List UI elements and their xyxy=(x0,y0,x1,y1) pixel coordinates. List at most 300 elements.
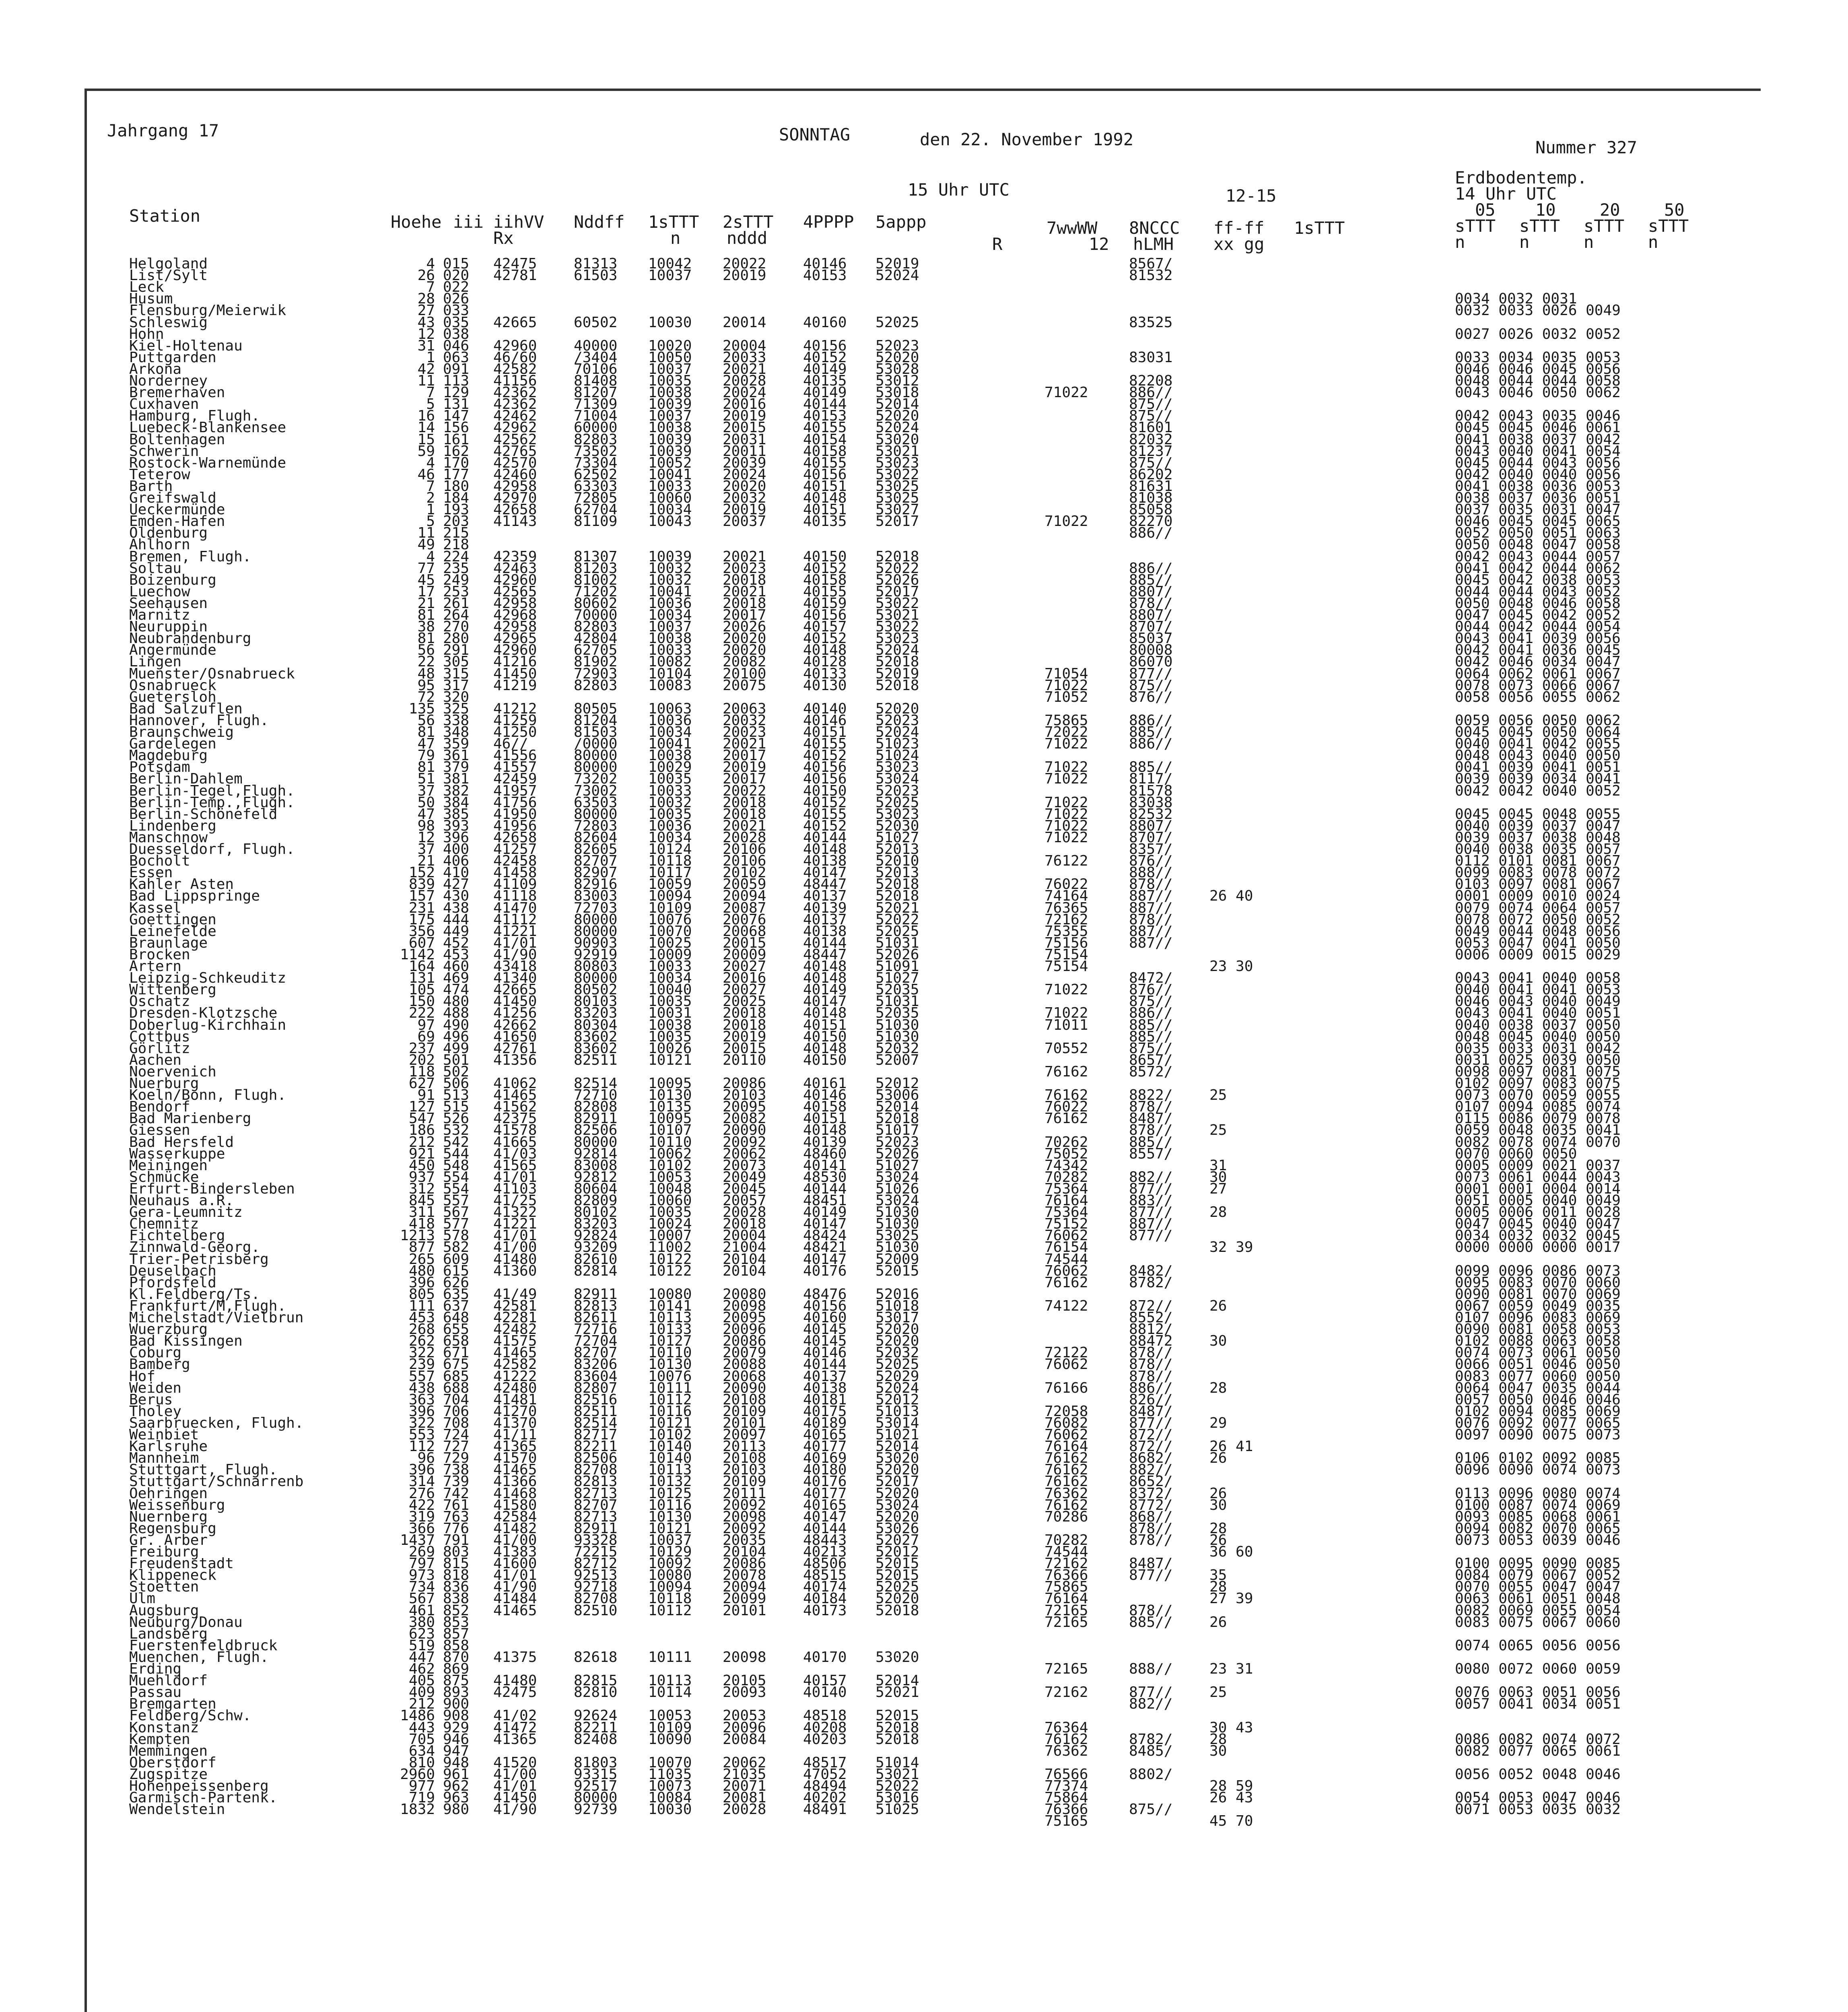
col-iii: iii xyxy=(453,212,484,232)
wwww-cell: 76162 xyxy=(1045,1450,1088,1467)
iihvv-cell: 42582 xyxy=(493,1356,537,1373)
nddff-cell: 70106 xyxy=(574,361,618,377)
sttt2-cell: 20062 xyxy=(723,1754,766,1771)
nddff-cell: 72805 xyxy=(574,490,618,506)
sttt1-cell: 10037 xyxy=(648,361,692,377)
sttt1-cell: 10076 xyxy=(648,911,692,928)
pppp-cell: 40156 xyxy=(803,607,847,623)
iihvv-cell: 41143 xyxy=(493,513,537,530)
appp-cell: 51030 xyxy=(876,1204,919,1221)
station-name-cell: Bremgarten xyxy=(129,1696,216,1713)
iihvv-cell: 41322 xyxy=(493,1204,537,1221)
station-id-cell: 170 xyxy=(443,454,470,471)
station-name-cell: Puttgarden xyxy=(129,349,216,366)
height-cell: 111 xyxy=(408,1297,435,1314)
appp-cell: 51021 xyxy=(876,1427,919,1443)
sttt1-cell: 10035 xyxy=(648,771,692,787)
station-name-cell: Wuerzburg xyxy=(129,1321,208,1338)
station-name-cell: Norderney xyxy=(129,373,208,389)
wwww-cell: 76365 xyxy=(1045,899,1088,916)
nccc-cell: 886// xyxy=(1129,525,1173,542)
appp-cell: 51026 xyxy=(876,1180,919,1197)
wwww-cell: 72165 xyxy=(1045,1614,1088,1631)
soil-temp-time: 14 Uhr UTC xyxy=(1455,184,1557,204)
pppp-cell: 40156 xyxy=(803,466,847,483)
station-name-cell: Mannheim xyxy=(129,1450,199,1467)
sttt1-cell: 10024 xyxy=(648,1216,692,1233)
sttt2-cell: 20068 xyxy=(723,1368,766,1385)
sttt2-cell: 20018 xyxy=(723,794,766,811)
nccc-cell: 8557/ xyxy=(1129,1145,1173,1162)
soil-temps-cell: 0076 0063 0051 0056 xyxy=(1455,1684,1621,1701)
soil-temps-cell: 0052 0050 0051 0063 xyxy=(1455,525,1621,542)
nccc-cell: 8822/ xyxy=(1129,1087,1173,1104)
station-name-cell: Weinbiet xyxy=(129,1427,199,1443)
nddff-cell: 82916 xyxy=(574,876,618,893)
iihvv-cell: 42665 xyxy=(493,314,537,331)
nccc-cell: 872// xyxy=(1129,1297,1173,1314)
height-cell: 977 xyxy=(408,1778,435,1794)
station-id-cell: 338 xyxy=(443,712,470,729)
wwww-cell: 71022 xyxy=(1045,677,1088,694)
station-id-cell: 490 xyxy=(443,1016,470,1033)
height-cell: 396 xyxy=(408,1403,435,1420)
iihvv-cell: 41270 xyxy=(493,1403,537,1420)
sttt1-cell: 10042 xyxy=(648,256,692,272)
iihvv-cell: 42960 xyxy=(493,337,537,354)
sttt2-cell: 20098 xyxy=(723,1508,766,1525)
station-id-cell: 488 xyxy=(443,1005,470,1022)
appp-cell: 52024 xyxy=(876,724,919,740)
station-name-cell: Koeln/Bonn, Flugh. xyxy=(129,1087,286,1104)
height-cell: 45 xyxy=(417,571,435,588)
nddff-cell: 80000 xyxy=(574,1789,618,1806)
sttt2-cell: 20018 xyxy=(723,571,766,588)
sttt2-cell: 20032 xyxy=(723,490,766,506)
height-cell: 937 xyxy=(408,1169,435,1185)
sttt1-cell: 10121 xyxy=(648,1051,692,1068)
soil-temps-cell: 0067 0059 0049 0035 xyxy=(1455,1297,1621,1314)
nccc-cell: 875// xyxy=(1129,396,1173,413)
nddff-cell: 92919 xyxy=(574,946,618,963)
nddff-cell: 82911 xyxy=(574,1286,618,1303)
soil-temps-cell: 0083 0077 0060 0050 xyxy=(1455,1368,1621,1385)
station-name-cell: Giessen xyxy=(129,1122,190,1139)
iihvv-cell: 42475 xyxy=(493,256,537,272)
soil-temps-cell: 0066 0051 0046 0050 xyxy=(1455,1356,1621,1373)
nddff-cell: 92824 xyxy=(574,1227,618,1244)
sttt2-cell: 20106 xyxy=(723,853,766,870)
appp-cell: 53022 xyxy=(876,595,919,612)
sttt1-cell: 10082 xyxy=(648,653,692,670)
appp-cell: 52020 xyxy=(876,700,919,717)
iihvv-cell: 42962 xyxy=(493,419,537,436)
height-cell: 363 xyxy=(408,1391,435,1408)
sttt2-cell: 20023 xyxy=(723,724,766,740)
station-name-cell: Oschatz xyxy=(129,993,190,1010)
appp-cell: 52024 xyxy=(876,267,919,284)
height-cell: 202 xyxy=(408,1051,435,1068)
sttt2-cell: 20015 xyxy=(723,419,766,436)
iihvv-cell: 41562 xyxy=(493,1099,537,1115)
appp-cell: 53022 xyxy=(876,466,919,483)
soil-temps-cell: 0042 0042 0040 0052 xyxy=(1455,782,1621,799)
height-cell: 69 xyxy=(417,1028,435,1045)
station-name-cell: Luechow xyxy=(129,583,190,600)
sttt2-cell: 20024 xyxy=(723,384,766,401)
appp-cell: 52015 xyxy=(876,1262,919,1279)
col-hlmh: hLMH xyxy=(1133,234,1174,254)
height-cell: 11 xyxy=(417,373,435,389)
nccc-cell: 8802/ xyxy=(1129,1766,1173,1783)
nddff-cell: 83604 xyxy=(574,1368,618,1385)
sttt1-cell: 10102 xyxy=(648,1427,692,1443)
height-cell: 418 xyxy=(408,1216,435,1233)
sttt2-cell: 20075 xyxy=(723,677,766,694)
appp-cell: 52030 xyxy=(876,817,919,834)
sttt1-cell: 10102 xyxy=(648,1157,692,1174)
sttt2-cell: 20025 xyxy=(723,993,766,1010)
station-name-cell: Teterow xyxy=(129,466,190,483)
iihvv-cell: 46// xyxy=(493,736,528,752)
sttt2-cell: 20016 xyxy=(723,970,766,987)
nddff-cell: 72716 xyxy=(574,1321,618,1338)
nccc-cell: 8472/ xyxy=(1129,970,1173,987)
soil-temps-cell: 0107 0094 0085 0074 xyxy=(1455,1099,1621,1115)
col-sttt1-n: n xyxy=(670,228,681,248)
nccc-cell: 882// xyxy=(1129,1696,1173,1713)
sttt1-cell: 10095 xyxy=(648,1075,692,1092)
wwww-cell: 71022 xyxy=(1045,1005,1088,1022)
sttt2-cell: 20016 xyxy=(723,396,766,413)
pppp-cell: 48460 xyxy=(803,1145,847,1162)
station-id-cell: 020 xyxy=(443,267,470,284)
nccc-cell: 886// xyxy=(1129,384,1173,401)
sttt1-cell: 10117 xyxy=(648,864,692,881)
sttt2-cell: 20103 xyxy=(723,1087,766,1104)
iihvv-cell: 41570 xyxy=(493,1450,537,1467)
station-name-cell: Passau xyxy=(129,1684,182,1701)
sttt2-cell: 20015 xyxy=(723,1040,766,1057)
pppp-cell: 40159 xyxy=(803,595,847,612)
soil-sub-50: n xyxy=(1648,232,1658,252)
nccc-cell: 8657/ xyxy=(1129,1051,1173,1068)
sttt2-cell: 20009 xyxy=(723,946,766,963)
pppp-cell: 40151 xyxy=(803,1110,847,1127)
station-name-cell: Zugspitze xyxy=(129,1766,208,1783)
station-name-cell: Erfurt-Bindersleben xyxy=(129,1180,295,1197)
soil-temps-cell: 0041 0038 0037 0042 xyxy=(1455,431,1621,448)
height-cell: 12 xyxy=(417,829,435,846)
station-name-cell: Görlitz xyxy=(129,1040,190,1057)
appp-cell: 52007 xyxy=(876,1051,919,1068)
station-id-cell: 946 xyxy=(443,1731,470,1748)
wwww-cell: 77374 xyxy=(1045,1778,1088,1794)
sttt1-cell: 10029 xyxy=(648,759,692,776)
pppp-cell: 48506 xyxy=(803,1555,847,1572)
wwww-cell: 76022 xyxy=(1045,876,1088,893)
iihvv-cell: 41/01 xyxy=(493,1567,537,1584)
nddff-cell: 81902 xyxy=(574,653,618,670)
pppp-cell: 40146 xyxy=(803,256,847,272)
sttt1-cell: 10111 xyxy=(648,1379,692,1396)
wwww-cell: 71022 xyxy=(1045,806,1088,823)
appp-cell: 52020 xyxy=(876,408,919,425)
nccc-cell: 878// xyxy=(1129,1602,1173,1619)
station-id-cell: 359 xyxy=(443,736,470,752)
sttt1-cell: 10034 xyxy=(648,724,692,740)
pppp-cell: 40153 xyxy=(803,267,847,284)
station-id-cell: 291 xyxy=(443,642,470,659)
soil-temps-cell: 0059 0056 0050 0062 xyxy=(1455,712,1621,729)
station-id-cell: 499 xyxy=(443,1040,470,1057)
nddff-cell: 80102 xyxy=(574,1204,618,1221)
nccc-cell: 8487/ xyxy=(1129,1403,1173,1420)
iihvv-cell: 41470 xyxy=(493,899,537,916)
nddff-cell: 72215 xyxy=(574,1544,618,1560)
pppp-cell: 40147 xyxy=(803,1216,847,1233)
height-cell: 12 xyxy=(417,326,435,342)
sttt1-cell: 10007 xyxy=(648,1227,692,1244)
nccc-cell: 875// xyxy=(1129,1040,1173,1057)
soil-temps-cell: 0080 0072 0060 0059 xyxy=(1455,1661,1621,1677)
nccc-cell: 83038 xyxy=(1129,794,1173,811)
iihvv-cell: 41458 xyxy=(493,864,537,881)
pppp-cell: 40148 xyxy=(803,958,847,975)
nccc-cell: 8807/ xyxy=(1129,817,1173,834)
station-name-cell: Ahlhorn xyxy=(129,536,190,553)
col-r12: 12 xyxy=(1089,234,1109,254)
appp-cell: 53026 xyxy=(876,1520,919,1537)
station-name-cell: Noervenich xyxy=(129,1063,216,1080)
nccc-cell: 885// xyxy=(1129,724,1173,740)
station-id-cell: 261 xyxy=(443,595,470,612)
appp-cell: 52017 xyxy=(876,1473,919,1490)
sttt2-cell: 20011 xyxy=(723,443,766,460)
pppp-cell: 40148 xyxy=(803,1005,847,1022)
sttt2-cell: 20079 xyxy=(723,1344,766,1361)
sttt2-cell: 20092 xyxy=(723,1134,766,1150)
station-id-cell: 046 xyxy=(443,337,470,354)
table-row xyxy=(87,384,1757,401)
sttt1-cell: 10038 xyxy=(648,1016,692,1033)
sttt1-cell: 10059 xyxy=(648,876,692,893)
station-id-cell: 430 xyxy=(443,888,470,905)
nddff-cell: 71309 xyxy=(574,396,618,413)
pppp-cell: 40145 xyxy=(803,1333,847,1350)
appp-cell: 53023 xyxy=(876,806,919,823)
soil-temps-cell: 0040 0038 0037 0050 xyxy=(1455,1016,1621,1033)
nddff-cell: 83008 xyxy=(574,1157,618,1174)
nddff-cell: 40000 xyxy=(574,337,618,354)
nddff-cell: 81204 xyxy=(574,712,618,729)
pppp-cell: 40141 xyxy=(803,1157,847,1174)
soil-depth-20: 20 xyxy=(1600,200,1620,220)
nccc-cell: 81601 xyxy=(1129,419,1173,436)
station-id-cell: 361 xyxy=(443,747,470,764)
wwww-cell: 74544 xyxy=(1045,1544,1088,1560)
soil-temps-cell: 0045 0045 0046 0061 xyxy=(1455,419,1621,436)
nccc-cell: 878// xyxy=(1129,1520,1173,1537)
wwww-cell: 76162 xyxy=(1045,1473,1088,1490)
soil-temps-cell: 0093 0085 0068 0061 xyxy=(1455,1508,1621,1525)
soil-temps-cell: 0086 0082 0074 0072 xyxy=(1455,1731,1621,1748)
appp-cell: 51027 xyxy=(876,829,919,846)
wwww-cell: 71022 xyxy=(1045,829,1088,846)
height-cell: 47 xyxy=(417,736,435,752)
sttt1-cell: 10130 xyxy=(648,1508,692,1525)
station-id-cell: 113 xyxy=(443,373,470,389)
nccc-cell: 8807/ xyxy=(1129,607,1173,623)
station-name-cell: Fuerstenfeldbruck xyxy=(129,1637,278,1654)
height-cell: 5 xyxy=(426,396,435,413)
station-name-cell: Marnitz xyxy=(129,607,190,623)
iihvv-cell: 42480 xyxy=(493,1379,537,1396)
station-name-cell: Deuselbach xyxy=(129,1262,216,1279)
col-nddff: Nddff xyxy=(574,212,625,232)
pppp-cell: 40140 xyxy=(803,700,847,717)
sttt2-cell: 20094 xyxy=(723,1579,766,1596)
appp-cell: 52020 xyxy=(876,1321,919,1338)
appp-cell: 53023 xyxy=(876,630,919,647)
height-cell: 91 xyxy=(417,1087,435,1104)
height-cell: 447 xyxy=(408,1649,435,1666)
soil-temps-cell: 0046 0045 0045 0065 xyxy=(1455,513,1621,530)
pppp-cell: 40176 xyxy=(803,1262,847,1279)
soil-temps-cell: 0090 0081 0070 0069 xyxy=(1455,1286,1621,1303)
ffff-cell: 45 70 xyxy=(1209,1813,1253,1830)
soil-temps-cell: 0044 0042 0044 0054 xyxy=(1455,618,1621,635)
appp-cell: 51030 xyxy=(876,1216,919,1233)
sttt2-cell: 20095 xyxy=(723,1309,766,1326)
station-name-cell: Neuhaus a.R. xyxy=(129,1192,234,1209)
station-id-cell: 038 xyxy=(443,326,470,342)
height-cell: 453 xyxy=(408,1309,435,1326)
station-name-cell: Bad Lippspringe xyxy=(129,888,260,905)
station-name-cell: Neuruppin xyxy=(129,618,208,635)
sttt1-cell: 10080 xyxy=(648,1286,692,1303)
sttt1-cell: 10035 xyxy=(648,993,692,1010)
sttt2-cell: 20027 xyxy=(723,981,766,998)
iihvv-cell: 41257 xyxy=(493,841,537,858)
sttt1-cell: 10035 xyxy=(648,1204,692,1221)
nddff-cell: 82713 xyxy=(574,1485,618,1502)
sttt1-cell: 10122 xyxy=(648,1262,692,1279)
table-row xyxy=(87,1239,1757,1256)
appp-cell: 52023 xyxy=(876,337,919,354)
appp-cell: 52014 xyxy=(876,396,919,413)
iihvv-cell: 41450 xyxy=(493,1789,537,1806)
soil-temps-cell: 0094 0082 0070 0065 xyxy=(1455,1520,1621,1537)
iihvv-cell: 41221 xyxy=(493,923,537,940)
appp-cell: 52024 xyxy=(876,1379,919,1396)
pppp-cell: 40155 xyxy=(803,583,847,600)
station-id-cell: 929 xyxy=(443,1719,470,1736)
sttt2-cell: 20021 xyxy=(723,583,766,600)
height-cell: 450 xyxy=(408,1157,435,1174)
station-id-cell: 015 xyxy=(443,256,470,272)
iihvv-cell: 46/60 xyxy=(493,349,537,366)
nddff-cell: 82813 xyxy=(574,1297,618,1314)
nddff-cell: 62705 xyxy=(574,642,618,659)
table-row xyxy=(87,1766,1757,1783)
station-name-cell: Landsberg xyxy=(129,1625,208,1642)
sttt2-cell: 20087 xyxy=(723,899,766,916)
soil-temps-cell: 0006 0009 0015 0029 xyxy=(1455,946,1621,963)
station-name-cell: Weissenburg xyxy=(129,1497,225,1513)
nccc-cell: 877// xyxy=(1129,665,1173,682)
station-name-cell: Leipzig-Schkeuditz xyxy=(129,970,286,987)
height-cell: 557 xyxy=(408,1368,435,1385)
soil-temps-cell: 0045 0044 0043 0056 xyxy=(1455,454,1621,471)
station-name-cell: Rostock-Warnemünde xyxy=(129,454,286,471)
sttt2-cell: 20028 xyxy=(723,1801,766,1818)
sttt2-cell: 20017 xyxy=(723,607,766,623)
station-name-cell: Nuerburg xyxy=(129,1075,199,1092)
sttt1-cell: 10127 xyxy=(648,1333,692,1350)
station-name-cell: Schmücke xyxy=(129,1169,199,1185)
sttt2-cell: 20092 xyxy=(723,1497,766,1513)
soil-code-20: sTTT xyxy=(1584,216,1625,236)
sttt1-cell: 10034 xyxy=(648,970,692,987)
soil-temps-cell: 0042 0043 0035 0046 xyxy=(1455,408,1621,425)
sttt2-cell: 20020 xyxy=(723,630,766,647)
height-cell: 705 xyxy=(408,1731,435,1748)
height-cell: 356 xyxy=(408,923,435,940)
sttt2-cell: 20019 xyxy=(723,759,766,776)
sttt2-cell: 20028 xyxy=(723,1204,766,1221)
soil-temps-cell: 0040 0039 0037 0047 xyxy=(1455,817,1621,834)
appp-cell: 52025 xyxy=(876,314,919,331)
station-name-cell: Freiburg xyxy=(129,1544,199,1560)
height-cell: 118 xyxy=(408,1063,435,1080)
wwww-cell: 76164 xyxy=(1045,1590,1088,1607)
station-name-cell: Neubrandenburg xyxy=(129,630,251,647)
soil-temps-cell: 0076 0092 0077 0065 xyxy=(1455,1414,1621,1431)
station-name-cell: Michelstadt/Vielbrun xyxy=(129,1309,304,1326)
sttt2-cell: 20095 xyxy=(723,1099,766,1115)
height-cell: 627 xyxy=(408,1075,435,1092)
iihvv-cell: 42970 xyxy=(493,490,537,506)
wwww-cell: 71022 xyxy=(1045,384,1088,401)
iihvv-cell: 42475 xyxy=(493,1684,537,1701)
nddff-cell: 63503 xyxy=(574,794,618,811)
wwww-cell: 76062 xyxy=(1045,1262,1088,1279)
col-wwww: 7wwWW xyxy=(1047,218,1098,238)
sttt2-cell: 20102 xyxy=(723,864,766,881)
sttt1-cell: 10033 xyxy=(648,642,692,659)
sttt1-cell: 10092 xyxy=(648,1555,692,1572)
sttt2-cell: 20023 xyxy=(723,560,766,577)
station-name-cell: Feldberg/Schw. xyxy=(129,1707,251,1724)
iihvv-cell: 42281 xyxy=(493,1309,537,1326)
sttt2-cell: 20021 xyxy=(723,361,766,377)
pppp-cell: 40149 xyxy=(803,384,847,401)
nccc-cell: 8487/ xyxy=(1129,1555,1173,1572)
height-cell: 15 xyxy=(417,431,435,448)
sttt2-cell: 20018 xyxy=(723,595,766,612)
sttt1-cell: 10038 xyxy=(648,747,692,764)
pppp-cell: 40144 xyxy=(803,934,847,951)
wwww-cell: 75364 xyxy=(1045,1204,1088,1221)
table-row xyxy=(87,328,1757,340)
pppp-cell: 40139 xyxy=(803,899,847,916)
pppp-cell: 40156 xyxy=(803,1297,847,1314)
nccc-cell: 885// xyxy=(1129,1134,1173,1150)
appp-cell: 52015 xyxy=(876,1707,919,1724)
ffff-cell: 31 xyxy=(1209,1157,1227,1174)
soil-temps-cell: 0040 0041 0041 0053 xyxy=(1455,981,1621,998)
